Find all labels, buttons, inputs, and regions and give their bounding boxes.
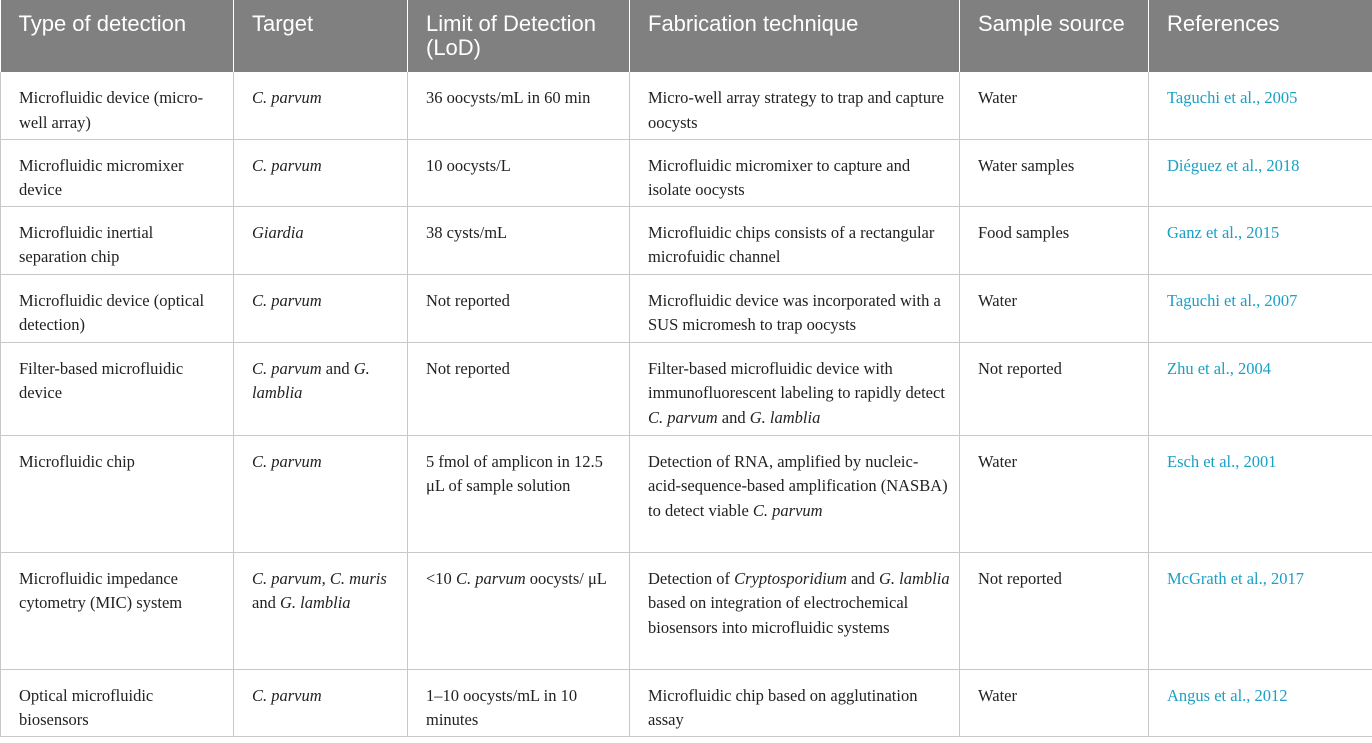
cell-lod: 38 cysts/mL	[408, 206, 630, 274]
fabrication-text: Detection of RNA, amplified by nucleic-acid-sequence-based amplification (NASBA) to detect viable	[648, 451, 948, 520]
table-row	[1, 206, 1372, 274]
table-header	[1, 0, 1372, 72]
cell-source: Water	[960, 274, 1149, 342]
reference-link[interactable]: Angus et al., 2012	[1149, 669, 1372, 736]
target-organism: Giardia	[252, 222, 304, 242]
cell-type: Microfluidic device (optical detection)	[1, 274, 234, 342]
cell-type: Filter-based microfluidic device	[1, 342, 234, 435]
cell-lod: 10 oocysts/L	[408, 139, 630, 206]
cell-type: Microfluidic impedance cytometry (MIC) system	[1, 552, 234, 669]
cell-target	[234, 72, 408, 139]
table-row	[1, 72, 1372, 139]
header-fabrication-technique: Fabrication technique	[630, 0, 960, 72]
table-row	[1, 342, 1372, 435]
target-organism: C. parvum	[252, 358, 322, 378]
cell-source: Water	[960, 72, 1149, 139]
cell-lod: 1–10 oocysts/mL in 10 minutes	[408, 669, 630, 736]
cell-lod: 36 oocysts/mL in 60 min	[408, 72, 630, 139]
fabrication-text: Filter-based microfluidic device with immunofluorescent labeling to rapidly detect	[648, 358, 945, 402]
target-organism: C. parvum	[252, 88, 322, 107]
fabrication-organism: C. parvum	[752, 500, 823, 520]
cell-source: Not reported	[960, 342, 1149, 435]
cell-source: Not reported	[960, 552, 1149, 669]
table-row	[1, 669, 1372, 736]
fabrication-organism: Cryptosporidium	[734, 568, 847, 588]
reference-link[interactable]: Taguchi et al., 2005	[1149, 72, 1372, 139]
lod-text: 5 fmol of amplicon in 12.5	[426, 451, 603, 471]
target-conjunction: and	[252, 593, 280, 612]
cell-source: Food samples	[960, 206, 1149, 274]
header-target: Target	[234, 0, 408, 72]
target-organism: G. lamblia	[252, 358, 370, 402]
cell-lod: Not reported	[408, 274, 630, 342]
cell-fabrication	[630, 435, 960, 552]
cell-fabrication: Micro-well array strategy to trap and capture oocysts	[630, 72, 960, 139]
reference-link[interactable]: McGrath et al., 2017	[1149, 552, 1372, 669]
fabrication-text: and	[717, 407, 750, 427]
cell-target	[234, 206, 408, 274]
cell-target	[234, 552, 408, 669]
cell-source: Water	[960, 435, 1149, 552]
header-row	[1, 0, 1372, 72]
lod-text: <10	[426, 568, 456, 588]
target-separator: ,	[321, 568, 330, 588]
cell-lod	[408, 552, 630, 669]
cell-source: Water samples	[960, 139, 1149, 206]
fabrication-text: based on integration of electrochemical biosensors into microfluidic systems	[648, 593, 909, 637]
cell-fabrication: Microfluidic chip based on agglutination assay	[630, 669, 960, 736]
cell-type: Microfluidic micromixer device	[1, 139, 234, 206]
cell-source: Water	[960, 669, 1149, 736]
lod-text: μL of sample solution	[426, 476, 571, 495]
table-row	[1, 435, 1372, 552]
cell-target	[234, 274, 408, 342]
cell-type: Microfluidic chip	[1, 435, 234, 552]
cell-fabrication: Microfluidic micromixer to capture and isolate oocysts	[630, 139, 960, 206]
cell-type: Optical microfluidic biosensors	[1, 669, 234, 736]
fabrication-text: and	[846, 568, 879, 588]
reference-link[interactable]: Esch et al., 2001	[1149, 435, 1372, 552]
cell-target	[234, 435, 408, 552]
target-organism: G. lamblia	[279, 593, 351, 612]
header-sample-source: Sample source	[960, 0, 1149, 72]
fabrication-organism: G. lamblia	[749, 407, 821, 427]
cell-fabrication: Microfluidic chips consists of a rectangular microfuidic channel	[630, 206, 960, 274]
reference-link[interactable]: Ganz et al., 2015	[1149, 206, 1372, 274]
cell-target	[234, 139, 408, 206]
target-organism: C. parvum	[252, 155, 322, 175]
cell-fabrication: Microfluidic device was incorporated with a SUS micromesh to trap oocysts	[630, 274, 960, 342]
cell-lod: Not reported	[408, 342, 630, 435]
table-row	[1, 139, 1372, 206]
reference-link[interactable]: Zhu et al., 2004	[1149, 342, 1372, 435]
header-references: References	[1149, 0, 1372, 72]
fabrication-organism: C. parvum	[648, 407, 718, 427]
reference-link[interactable]: Taguchi et al., 2007	[1149, 274, 1372, 342]
fabrication-organism: G. lamblia	[878, 568, 950, 588]
lod-text: oocysts/ μL	[525, 568, 607, 588]
cell-type: Microfluidic inertial separation chip	[1, 206, 234, 274]
lod-organism: C. parvum	[455, 568, 526, 588]
cell-lod	[408, 435, 630, 552]
table-row	[1, 552, 1372, 669]
table-row	[1, 274, 1372, 342]
target-organism: C. parvum	[252, 290, 322, 310]
target-organism: C. muris	[329, 568, 387, 588]
target-organism: C. parvum	[252, 685, 322, 705]
cell-target	[234, 669, 408, 736]
cell-target	[234, 342, 408, 435]
target-organism: C. parvum	[252, 568, 322, 588]
header-type-of-detection: Type of detection	[1, 0, 234, 72]
target-organism: C. parvum	[252, 451, 322, 471]
cell-fabrication	[630, 552, 960, 669]
cell-fabrication	[630, 342, 960, 435]
fabrication-text: Detection of	[648, 568, 735, 588]
cell-type: Microfluidic device (micro-well array)	[1, 72, 234, 139]
table-body	[1, 72, 1372, 736]
target-conjunction: and	[321, 358, 354, 378]
reference-link[interactable]: Diéguez et al., 2018	[1149, 139, 1372, 206]
header-lod: Limit of Detection (LoD)	[408, 0, 630, 72]
